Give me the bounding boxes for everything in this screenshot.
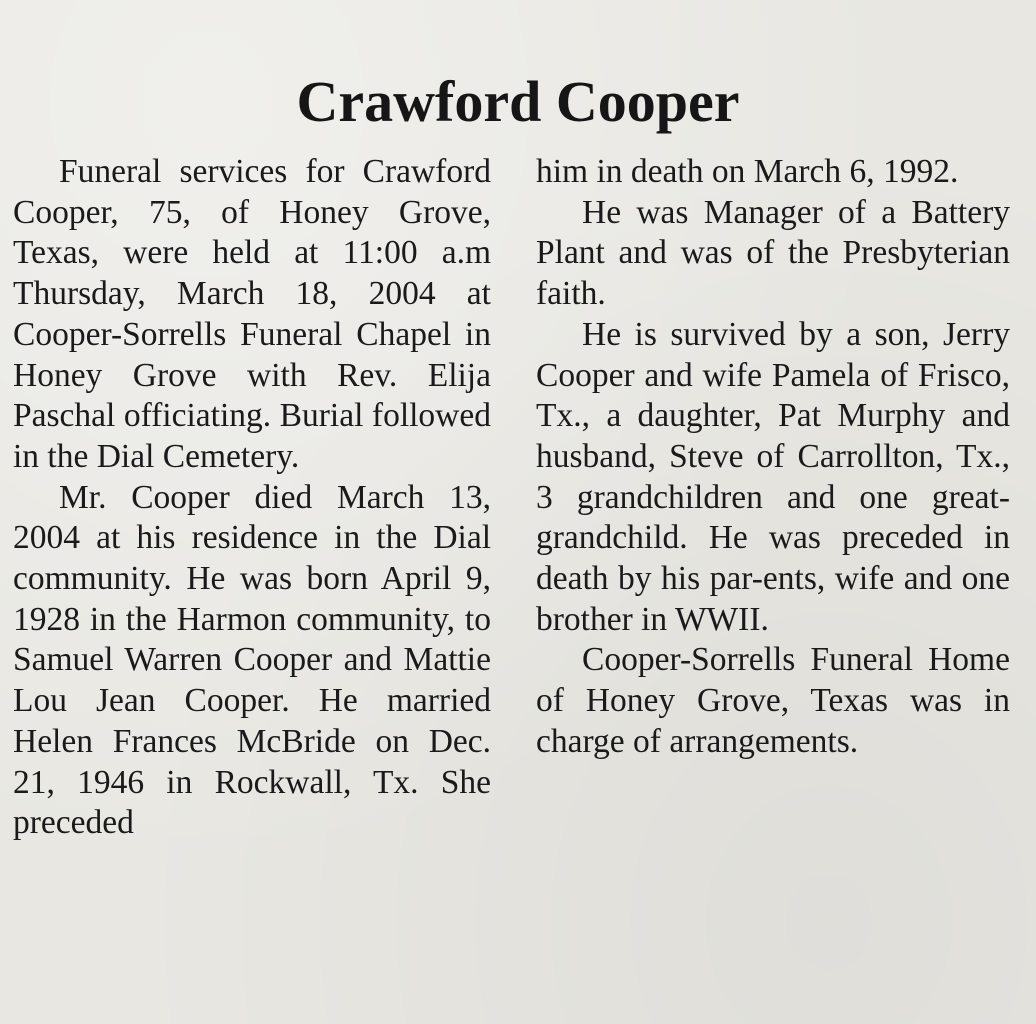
paragraph-funeral-services: Funeral services for Crawford Cooper, 75, of Honey Grove, Texas, were held at 11:00 a.m Thursday, March 18, 2004 at Cooper-Sorrells Funeral Chapel in Honey Grove with Rev. Elija Paschal officiating. Burial followed in the Dial Cemetery. (13, 153, 491, 475)
paragraph-occupation: He was Manager of a Battery Plant and was of the Presbyterian faith. (536, 193, 1010, 313)
left-column (13, 152, 491, 844)
paragraph-life-details: Mr. Cooper died March 13, 2004 at his residence in the Dial community. He was born April 9, 1928 in the Harmon community, to Samuel Warren Cooper and Mattie Lou Jean Cooper. He married Helen Frances McBride on Dec. 21, 1946 in Rockwall, Tx. She preceded (13, 478, 491, 842)
obituary-title: Crawford Cooper (296, 69, 740, 134)
paragraph-survivors: He is survived by a son, Jerry Cooper and wife Pamela of Frisco, Tx., a daughter, Pat Murphy and husband, Steve of Carrollton, Tx., 3 grandchildren and one great-grandchild. He was preceded in death by his par-ents, wife and one brother in WWII. (536, 315, 1010, 638)
paragraph-continuation: him in death on March 6, 1992. (536, 153, 959, 190)
right-column (536, 152, 1010, 763)
paragraph-arrangements: Cooper-Sorrells Funeral Home of Honey Grove, Texas was in charge of arrangements. (536, 641, 1010, 760)
